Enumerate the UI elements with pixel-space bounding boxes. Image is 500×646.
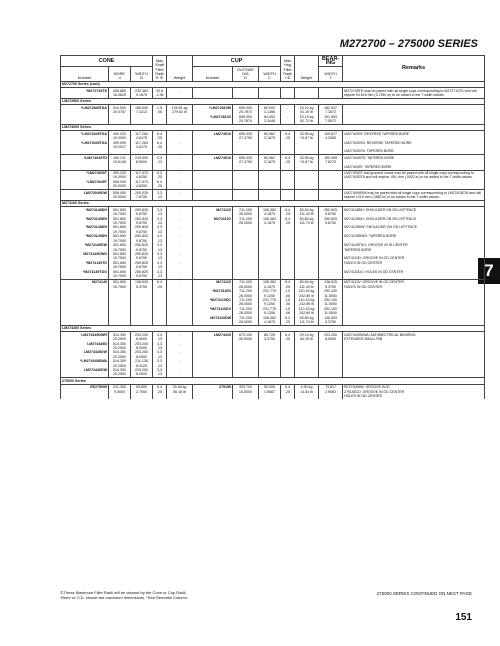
series-label: 275000 Series xyxy=(61,378,485,384)
cone-fillet-cell: 3.3 .13 3.3 .13 3.3 .13 3.3 .13 3.3 .13 xyxy=(153,332,167,378)
remarks-cell: LM274049DW may be paired with all single cups corresponding to LM274030TA and will require 1219 mm (.0480 in) to be added to the T width values. xyxy=(343,190,485,201)
cup-width-cell: 80.000 3.1496 84.953 3.3446 xyxy=(259,105,281,125)
cup-fillet-cell: - - xyxy=(281,105,295,125)
cup-number-cell: LM274410 xyxy=(193,332,233,378)
cone-weight-cell: - - xyxy=(167,131,193,155)
cup-fillet-cell xyxy=(281,190,295,201)
remarks-cell: LM274030T and grooved cones may be paired with all single cups corresponding to LM274030TA and will require .051 mm (.0020 in) to be added to the T width values. xyxy=(343,170,485,190)
cup-number-cell xyxy=(193,170,233,190)
cone-number-cell: *LM274049TD xyxy=(61,155,109,170)
cup-number-cell xyxy=(193,190,233,201)
footnotes xyxy=(60,590,188,600)
cone-weight-cell: - xyxy=(167,279,193,325)
cone-width-cell: 215.900 8.5000 xyxy=(131,155,153,170)
cone-bore-cell: 490.211 19.6146 xyxy=(109,155,131,170)
bearing-width-cell xyxy=(319,88,343,99)
cup-weight-cell: 33.95 kg 74.87 lb xyxy=(295,155,319,170)
cone-number-header: Number xyxy=(61,67,109,82)
section-tab: 7 xyxy=(478,258,500,284)
cone-number-cell: *LM274030T *LM274049T xyxy=(61,170,109,190)
bearing-header: BEAR- ING xyxy=(319,56,343,67)
cone-fillet-header: Max Shaft Fillet Radii R ① xyxy=(153,56,167,82)
table-row xyxy=(61,332,485,378)
cup-weight-header: Weight xyxy=(295,56,319,82)
cone-number-cell: *M274148DH *M274149DH *M274148DH *M274149DH *M274149DW M274149DWD *M274149TD *M274149TDG xyxy=(61,207,109,280)
cup-header: CUP xyxy=(193,56,281,67)
cone-weight-cell: - - xyxy=(167,170,193,190)
cup-fillet-cell: 6.4 .25 1.5 .06 1.5 .06 1.5 .06 6.4 .25 xyxy=(281,279,295,325)
footnote-remarks: †Bore or O.D. shown are maximum dimensions. *See Remarks Column. xyxy=(60,595,189,600)
cup-weight-cell: 6.59 kg 14.54 lb xyxy=(295,384,319,399)
cone-weight-cell: - xyxy=(167,155,193,170)
cone-bore-cell: 501.650 19.7500 xyxy=(109,279,131,325)
cup-od-cell xyxy=(233,190,259,201)
footnote-fillet: ①These Maximum Fillet Radii will be cleared by the Cone or Cup Radii. xyxy=(60,590,187,595)
table-row xyxy=(61,170,485,190)
cone-bore-cell: 508.000 20.0000 xyxy=(109,190,131,201)
remarks-cell: LM274030T: REVERSE TAPERED BORE LM274030TA: REVERSE TAPERED BORE LM274030TA: TAPERED BORE xyxy=(343,131,485,155)
cone-weight-header: Weight xyxy=(167,56,193,82)
cup-fillet-cell: 6.4 .25 6.4 .25 xyxy=(281,207,295,280)
remarks-cell: LM274049TD: TAPERED BORE LM274049T: TAPERED BORE xyxy=(343,155,485,170)
cup-od-cell xyxy=(233,170,259,190)
cone-bore-cell: 510.000 20.0787 xyxy=(109,105,131,125)
cup-od-cell: 393.700 15.5000 xyxy=(233,384,259,399)
cup-weight-cell: 50.54 kg 111.43 lb 50.80 kg 111.74 lb xyxy=(295,207,319,280)
remarks-cell: M274110V: GROOVE IN OD CENTER HOLES IN OD CENTER xyxy=(343,279,485,325)
cup-width-cell: 85.725 3.3750 xyxy=(259,332,281,378)
table-body xyxy=(61,81,485,399)
cone-weight-cell: - - - - - xyxy=(167,332,193,378)
table-row xyxy=(61,190,485,201)
cone-weight-cell: 126.81 kg 279.62 lb xyxy=(167,105,193,125)
table-row xyxy=(61,279,485,325)
cup-number-cell: M274110 *M274110D *M274110DC *M274110DV M274110DW xyxy=(193,279,233,325)
cup-od-cell: 711.200 28.0000 711.200 28.0000 711.200 28.0000 711.200 28.0000 711.200 28.0000 xyxy=(233,279,259,325)
table-row xyxy=(61,131,485,155)
cup-weight-cell: 33.95 kg 74.87 lb xyxy=(295,131,319,155)
table-row xyxy=(61,207,485,280)
series-label: LM274000 Series xyxy=(61,124,485,130)
cup-fillet-header: Max Hsg Fillet Radii r ① xyxy=(281,56,295,82)
cup-weight-cell: 50.54 kg 111.43 lb 110.15 kg 242.89 lb 110.15 kg 242.89 lb 110.15 kg 242.89 lb 50.80 kg 111.74 lb xyxy=(295,279,319,325)
cone-bore-cell: 490.220 19.3000 508.000 20.0000 xyxy=(109,170,131,190)
cone-fillet-cell: 6.4 .25 xyxy=(153,279,167,325)
bearing-table xyxy=(60,55,485,399)
table-row xyxy=(61,384,485,399)
continued-note: 275000 SERIES CONTINUED ON NEXT PAGE xyxy=(376,591,472,596)
cone-weight-cell: 25.48 kg 56.18 lb xyxy=(167,384,193,399)
cone-fillet-cell: 6.4 .25 xyxy=(153,384,167,399)
cone-fillet-cell: 20.6 .1.96 xyxy=(153,88,167,99)
bearing-width-cell: 136.525 5.3750 292.100 11.5000 292.100 11.5000 292.100 11.5000 136.525 5.3750 xyxy=(319,279,343,325)
cup-width-cell xyxy=(259,170,281,190)
series-label: M274100 Series xyxy=(61,200,485,206)
cone-width-cell: 203.200 8.0000 203.200 8.0000 203.200 8.0000 211.138 8.3125 203.200 8.0000 xyxy=(131,332,153,378)
cup-od-cell xyxy=(233,88,259,99)
cup-od-cell: 695.325 27.3750 xyxy=(233,155,259,170)
cone-fillet-cell: 3.3 .13 3.3 .13 3.3 .13 3.3 .13 3.3 .13 3.3 .13 3.3 .13 3.3 .13 xyxy=(153,207,167,280)
cup-number-cell: 275155 xyxy=(193,384,233,399)
cone-bore-cell: 514.350 20.2500 514.350 20.2500 514.350 20.2500 514.350 20.2500 514.350 20.2500 xyxy=(109,332,131,378)
cup-width-cell xyxy=(259,88,281,99)
cup-fillet-cell: 6.4 .25 xyxy=(281,155,295,170)
remarks-cell xyxy=(343,105,485,125)
cone-weight-cell: - xyxy=(167,88,193,99)
bearing-width-cell xyxy=(319,190,343,201)
bearing-width-cell: 203.200 8.0000 xyxy=(319,332,343,378)
cone-width-cell: 188.500 7.4213 xyxy=(131,105,153,125)
cone-width-header: WIDTH B xyxy=(131,67,153,82)
cone-number-cell: M274149 xyxy=(61,279,109,325)
cup-od-cell: 655.000 25.7874 655.000 25.7874 xyxy=(233,105,259,125)
page-title: M272700 – 275000 SERIES xyxy=(339,38,478,50)
cone-number-cell: EE275095 xyxy=(61,384,109,399)
table-row xyxy=(61,155,485,170)
cup-weight-cell xyxy=(295,190,319,201)
bearing-width-cell: 199.085 7.8270 xyxy=(319,155,343,170)
remarks-cell: LM274449DWA: ADHIMECTRICAL BEARING EXTENDED SMALL RIB xyxy=(343,332,485,378)
cup-weight-cell xyxy=(295,170,319,190)
cone-width-cell: 233.362 9.1875 xyxy=(131,88,153,99)
cone-number-cell: *LM274049TDA *LM274049TDA xyxy=(61,131,109,155)
cone-fillet-cell: 3.3 .13 xyxy=(153,155,167,170)
cup-od-cell: 673.100 26.5000 xyxy=(233,332,259,378)
cone-fillet-cell: 6.4 .25 6.4 .25 xyxy=(153,170,167,190)
cup-width-cell: 80.962 3.1875 xyxy=(259,155,281,170)
bearing-width-cell: 73.817 2.9062 xyxy=(319,384,343,399)
bearing-width-cell: 109.877 4.3065 xyxy=(319,131,343,155)
table-row xyxy=(61,105,485,125)
table-row xyxy=(61,88,485,99)
cone-width-cell: 250.825 9.8750 250.825 9.8750 250.825 9.8750 250.825 9.8750 250.825 9.8750 250.825 9.8750 250.825 9.8750 250.825 9.8750 xyxy=(131,207,153,280)
cone-width-cell: 136.525 5.3750 xyxy=(131,279,153,325)
cup-width-cell: 50.005 1.9687 xyxy=(259,384,281,399)
cone-width-cell: 200.025 7.8750 xyxy=(131,190,153,201)
cup-width-cell xyxy=(259,190,281,201)
cone-fillet-cell: 1.5 .06 xyxy=(153,105,167,125)
cup-weight-cell xyxy=(295,88,319,99)
cup-fillet-cell: 6.4 .25 xyxy=(281,332,295,378)
od-header: OUTSIDE DIA D xyxy=(233,67,259,82)
cone-number-cell: *LM272849TDA xyxy=(61,105,109,125)
remarks-cell: M272749TE may be paired with all single cups corresponding to M272710TD and will require 94.615 mm (3.7250 in) to be added to the T width values. xyxy=(343,88,485,99)
cup-number-cell xyxy=(193,88,233,99)
cone-number-cell: *M272749TE xyxy=(61,88,109,99)
cone-header: CONE xyxy=(61,56,153,67)
remarks-cell: EE275096W: GROOVE IN ID 275155CD: GROOVE IN OD CENTER HOLES IN OD CENTER xyxy=(343,384,485,399)
bearing-width-cell: 250.825 9.8750 250.825 9.8750 xyxy=(319,207,343,280)
bearing-width-cell xyxy=(319,170,343,190)
cone-weight-cell: - - - - - - - - xyxy=(167,207,193,280)
bearing-width-header: WIDTH T xyxy=(319,67,343,82)
series-label: LM274400 Series xyxy=(61,325,485,331)
cup-fillet-cell xyxy=(281,88,295,99)
bearing-table-sheet xyxy=(60,55,484,399)
cup-od-cell: 711.200 28.0000 711.200 28.0000 xyxy=(233,207,259,280)
remarks-cell: M274148DH: SHOULDER ON OD LEFTFACE M274149DH: SHOULDER ON OD LEFTFACE M274149DW: SHOULDER ON OD LEFTFACE M274149DWD: TAPERED BORE M274149TDG: GROOVE IN ID CENTER TAPERED BORE M274110D: GROOVE IN OD CENTER HOLES IN OD CENTER M274110DC: HOLES IN OD CENTER xyxy=(343,207,485,280)
cone-width-cell: 117.475 4.6250 117.475 4.6250 xyxy=(131,170,153,190)
cup-weight-cell: 23.22 kg 51.19 lb 23.19 kg 52.72 lb xyxy=(295,105,319,125)
cone-bore-cell: 406.880 16.0625 xyxy=(109,88,131,99)
cup-fillet-cell: 6.4 .25 xyxy=(281,131,295,155)
cup-number-header: Number xyxy=(193,67,233,82)
series-label: LM272800 Series xyxy=(61,98,485,104)
series-label: M272700 Series (cont) xyxy=(61,81,485,87)
cup-width-cell: 106.362 4.1875 231.775 9.1250 231.775 9.1250 231.775 9.1250 106.362 4.1875 xyxy=(259,279,281,325)
cup-width-cell: 80.962 3.1875 xyxy=(259,131,281,155)
page-number: 151 xyxy=(455,612,472,623)
cone-fillet-cell: 6.4 .25 6.4 .25 xyxy=(153,131,167,155)
remarks-header: Remarks xyxy=(343,56,485,82)
cup-number-cell: LM274010 xyxy=(193,131,233,155)
cup-fillet-cell: 6.4 .25 xyxy=(281,384,295,399)
cup-number-cell: *LM272810W *LM272810X xyxy=(193,105,233,125)
cup-number-cell: LM274010 xyxy=(193,155,233,170)
cup-number-cell: M274110 M274110V xyxy=(193,207,233,280)
cone-width-cell: 69.850 2.7500 xyxy=(131,384,153,399)
bore-header: BORE d xyxy=(109,67,131,82)
cone-bore-cell: 241.300 9.5000 xyxy=(109,384,131,399)
cup-weight-cell: 29.14 kg 64.25 lb xyxy=(295,332,319,378)
bearing-width-cell: 182.047 7.1672 191.953 7.5572 xyxy=(319,105,343,125)
cone-number-cell: LM274449DWR LM274449D LM274449DW *LM274449DWA LM274449DW xyxy=(61,332,109,378)
cup-od-cell: 695.325 27.3750 xyxy=(233,131,259,155)
cone-bore-cell: 501.650 19.7500 501.650 19.7500 501.650 19.7500 501.650 19.7500 501.650 19.7500 501.650 19.7500 501.650 19.7500 501.650 19.7500 xyxy=(109,207,131,280)
cone-bore-cell: 490.220 19.3000 490.099 19.2917 xyxy=(109,131,131,155)
cone-number-cell: LM274049DW xyxy=(61,190,109,201)
cup-fillet-cell xyxy=(281,170,295,190)
cone-weight-cell: - xyxy=(167,190,193,201)
cone-fillet-cell: 3.3 .13 xyxy=(153,190,167,201)
cup-width-header: WIDTH C xyxy=(259,67,281,82)
cone-width-cell: 117.264 4.6175 117.264 4.6175 xyxy=(131,131,153,155)
cup-width-cell: 106.362 4.1875 106.362 4.1875 xyxy=(259,207,281,280)
